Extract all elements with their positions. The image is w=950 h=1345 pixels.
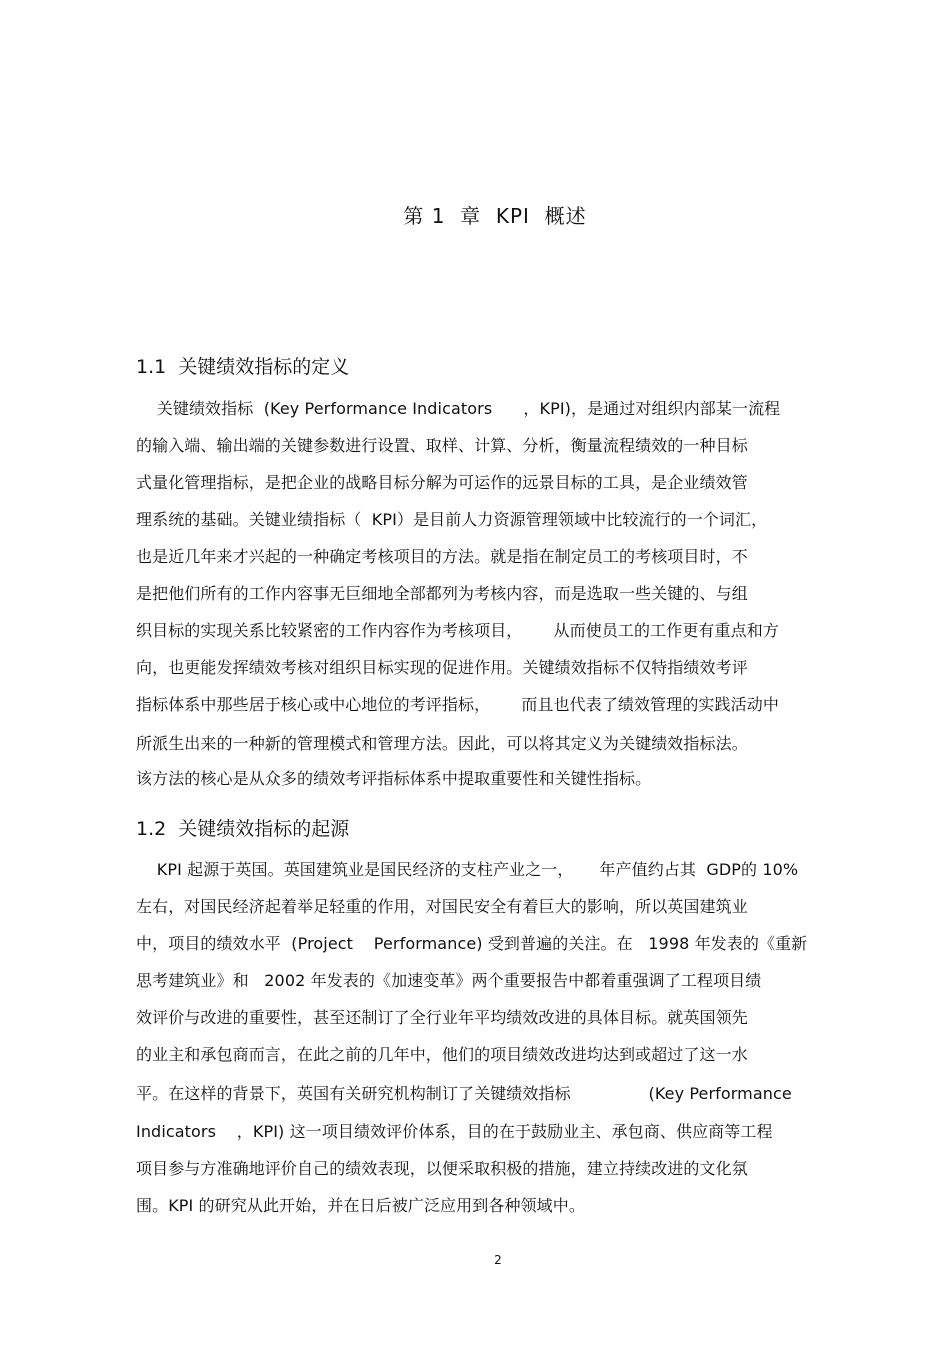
paragraph-line: 所派生出来的一种新的管理模式和管理方法。因此，可以将其定义为关键绩效指标法。 [136, 734, 748, 753]
paragraph-line: Indicators ，KPI) 这一项目绩效评价体系，目的在于鼓励业主、承包商、供应商等工程 [136, 1122, 773, 1141]
section-heading-1-1: 1.1 关键绩效指标的定义 [136, 356, 350, 378]
paragraph-line: 式量化管理指标，是把企业的战略目标分解为可运作的远景目标的工具，是企业绩效管 [136, 473, 748, 492]
paragraph-line: 向，也更能发挥绩效考核对组织目标实现的促进作用。关键绩效指标不仅特指绩效考评 [136, 658, 748, 677]
paragraph-line: 是把他们所有的工作内容事无巨细地全部都列为考核内容，而是选取一些关键的、与组 [136, 584, 748, 603]
paragraph-line: 的输入端、输出端的关键参数进行设置、取样、计算、分析，衡量流程绩效的一种目标 [136, 436, 748, 455]
paragraph-line: 思考建筑业》和 2002 年发表的《加速变革》两个重要报告中都着重强调了工程项目绩 [136, 971, 762, 990]
paragraph-line: 织目标的实现关系比较紧密的工作内容作为考核项目， 从而使员工的工作更有重点和方 [136, 621, 779, 640]
paragraph-line: 也是近几年来才兴起的一种确定考核项目的方法。就是指在制定员工的考核项目时，不 [136, 547, 748, 566]
section-heading-1-2: 1.2 关键绩效指标的起源 [136, 818, 350, 840]
paragraph-line: 的业主和承包商而言，在此之前的几年中，他们的项目绩效改进均达到或超过了这一水 [136, 1045, 748, 1064]
chapter-title: 第 1 章 KPI 概述 [403, 204, 587, 228]
paragraph-line: 该方法的核心是从众多的绩效考评指标体系中提取重要性和关键性指标。 [136, 769, 652, 788]
paragraph-line: 中，项目的绩效水平 (Project Performance) 受到普遍的关注。在 1998 年发表的《重新 [136, 934, 808, 953]
paragraph-line: 理系统的基础。关键业绩指标（ KPI）是目前人力资源管理领域中比较流行的一个词汇， [136, 510, 768, 529]
paragraph-line: 围。KPI 的研究从此开始，并在日后被广泛应用到各种领域中。 [136, 1196, 585, 1215]
paragraph-line: KPI 起源于英国。英国建筑业是国民经济的支柱产业之一， 年产值约占其 GDP的 10% [136, 860, 799, 879]
paragraph-line: 关键绩效指标 (Key Performance Indicators ，KPI)，是通过对组织内部某一流程 [136, 399, 781, 418]
paragraph-line: 平。在这样的背景下，英国有关研究机构制订了关键绩效指标 (Key Performance [136, 1084, 792, 1103]
paragraph-line: 指标体系中那些居于核心或中心地位的考评指标， 而且也代表了绩效管理的实践活动中 [136, 695, 779, 714]
paragraph-line: 项目参与方准确地评价自己的绩效表现，以便采取积极的措施，建立持续改进的文化氛 [136, 1159, 748, 1178]
page-number: 2 [494, 1253, 502, 1267]
paragraph-line: 左右，对国民经济起着举足轻重的作用，对国民安全有着巨大的影响，所以英国建筑业 [136, 897, 748, 916]
paragraph-line: 效评价与改进的重要性，甚至还制订了全行业年平均绩效改进的具体目标。就英国领先 [136, 1008, 748, 1027]
